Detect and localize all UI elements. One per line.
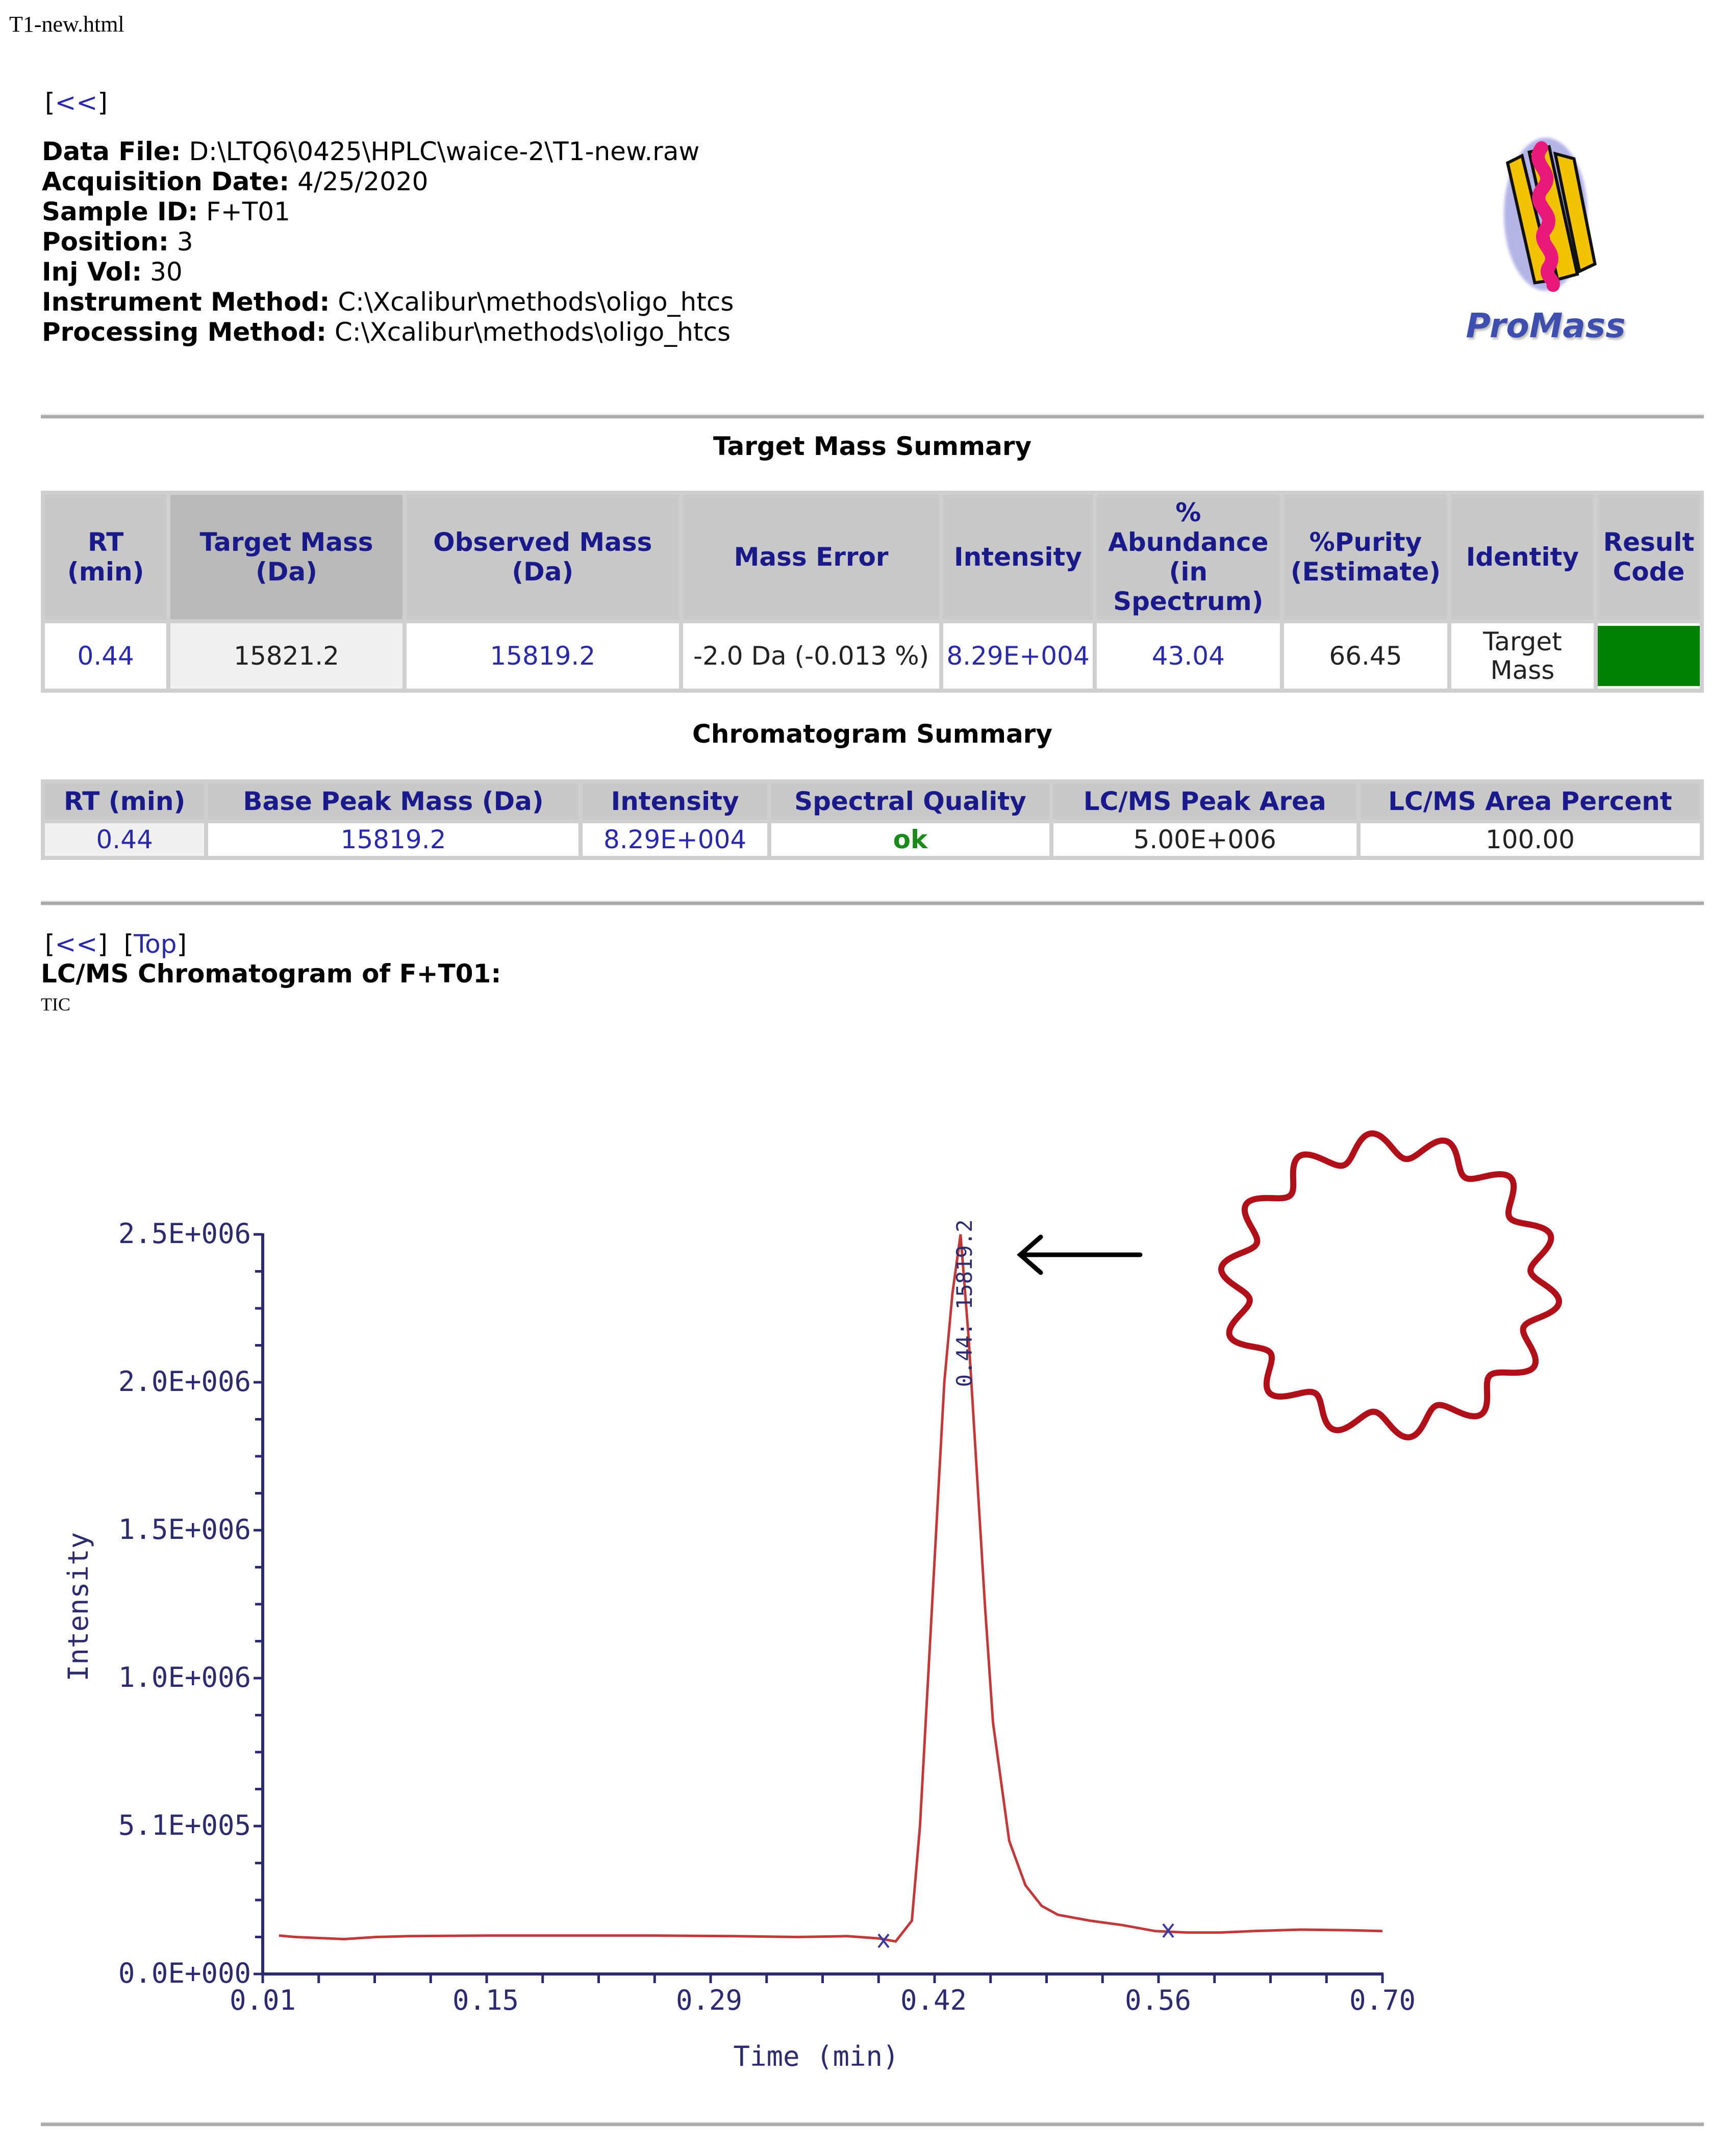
chromatogram-chart	[0, 1020, 1736, 2112]
col-observed-mass: Observed Mass (Da)	[407, 495, 679, 619]
promass-logo	[1454, 128, 1638, 352]
cell-peak-area: 5.00E+006	[1053, 823, 1356, 856]
col-rt: RT (min)	[45, 495, 166, 619]
promass-logo-text: ProMass	[1466, 306, 1626, 345]
chromatogram-summary-title: Chromatogram Summary	[692, 719, 1052, 749]
chart-axes	[261, 1233, 1383, 1974]
col-result-code: Result Code	[1598, 495, 1700, 619]
target-mass-summary-table	[41, 491, 1704, 693]
bracket-open: [	[123, 929, 134, 959]
col-intensity: Intensity	[583, 783, 768, 819]
meta-value: C:\Xcalibur\methods\oligo_htcs	[338, 287, 734, 317]
meta-data-file	[42, 137, 734, 167]
cell-rt: 0.44	[45, 823, 204, 856]
table-header-row	[45, 783, 1700, 819]
peak-annotation: 0.44: 15819.2	[952, 1219, 977, 1387]
y-tick-label: 2.0E+006	[118, 1365, 251, 1398]
y-tick-label: 5.1E+005	[118, 1809, 251, 1841]
y-axis-ticks	[254, 1234, 263, 1974]
x-tick-label: 0.42	[900, 1984, 967, 2016]
cell-spectral-quality: ok	[771, 823, 1049, 856]
x-tick-label: 0.56	[1124, 1984, 1192, 2016]
meta-label: Instrument Method:	[42, 287, 330, 317]
cell-abundance: 43.04	[1097, 623, 1280, 689]
y-tick-label: 2.5E+006	[118, 1218, 251, 1250]
col-mass-error: Mass Error	[683, 495, 940, 619]
cell-target-mass: 15821.2	[170, 623, 402, 689]
col-target-mass: Target Mass (Da)	[170, 495, 402, 619]
col-rt: RT (min)	[45, 783, 204, 819]
y-tick-label: 0.0E+000	[118, 1957, 251, 1989]
meta-value: 3	[177, 227, 193, 257]
meta-instrument-method	[42, 287, 734, 317]
chromatogram-summary-table	[41, 779, 1704, 860]
x-axis-ticks	[263, 1974, 1382, 1983]
cell-area-percent: 100.00	[1361, 823, 1700, 856]
col-spectral-quality: Spectral Quality	[771, 783, 1049, 819]
cell-identity: Target Mass	[1451, 623, 1594, 689]
bracket-open: [	[45, 929, 55, 959]
table-row	[45, 823, 1700, 856]
meta-processing-method	[42, 317, 734, 347]
x-tick-label: 0.01	[229, 1984, 296, 2016]
col-identity: Identity	[1451, 495, 1594, 619]
sample-metadata	[42, 137, 734, 347]
page-title: T1-new.html	[9, 12, 124, 37]
tic-trace-line	[279, 1234, 1382, 1941]
cell-base-peak-mass: 15819.2	[208, 823, 578, 856]
col-base-peak-mass: Base Peak Mass (Da)	[208, 783, 578, 819]
meta-label: Acquisition Date:	[42, 167, 290, 196]
meta-label: Position:	[42, 227, 169, 257]
bracket-close: ]	[97, 88, 108, 117]
x-tick-label: 0.29	[675, 1984, 743, 2016]
col-peak-area: LC/MS Peak Area	[1053, 783, 1356, 819]
meta-value: D:\LTQ6\0425\HPLC\waice-2\T1-new.raw	[189, 137, 700, 166]
y-axis-labels	[118, 1218, 251, 1989]
cell-rt: 0.44	[45, 623, 166, 689]
bracket-close: ]	[97, 929, 108, 959]
divider	[41, 2122, 1704, 2127]
meta-label: Inj Vol:	[42, 257, 142, 287]
cell-observed-mass: 15819.2	[407, 623, 679, 689]
result-code-swatch	[1598, 626, 1700, 686]
top-link[interactable]: Top	[134, 929, 177, 959]
meta-label: Data File:	[42, 137, 181, 166]
meta-sample-id	[42, 197, 734, 227]
bracket-close: ]	[177, 929, 187, 959]
meta-position	[42, 227, 734, 257]
x-axis-labels	[230, 1984, 1416, 2016]
meta-inj-vol	[42, 257, 734, 287]
bracket-open: [	[45, 88, 55, 117]
x-tick-label: 0.70	[1349, 1984, 1416, 2016]
table-row	[45, 623, 1700, 689]
divider	[41, 414, 1704, 419]
cell-intensity: 8.29E+004	[943, 623, 1092, 689]
left-arrow-icon	[1020, 1237, 1140, 1273]
meta-label: Processing Method:	[42, 317, 326, 347]
y-tick-label: 1.5E+006	[118, 1513, 251, 1546]
table-header-row	[45, 495, 1700, 619]
protein-structure-icon	[1454, 128, 1638, 301]
col-purity: %Purity (Estimate)	[1284, 495, 1447, 619]
y-axis-title: Intensity	[62, 1532, 94, 1682]
cell-result-code	[1598, 623, 1700, 689]
meta-value: 30	[150, 257, 183, 287]
col-intensity: Intensity	[943, 495, 1092, 619]
cell-intensity: 8.29E+004	[583, 823, 768, 856]
meta-label: Sample ID:	[42, 197, 198, 226]
chart-nav-links	[45, 929, 187, 959]
back-link[interactable]: <<	[55, 88, 98, 117]
divider	[41, 901, 1704, 906]
back-link[interactable]: <<	[55, 929, 98, 959]
cell-purity: 66.45	[1284, 623, 1447, 689]
col-area-percent: LC/MS Area Percent	[1361, 783, 1700, 819]
chromatogram-title: LC/MS Chromatogram of F+T01:	[41, 959, 501, 989]
meta-acquisition-date	[42, 167, 734, 197]
y-tick-label: 1.0E+006	[118, 1661, 251, 1693]
cell-mass-error: -2.0 Da (-0.013 %)	[683, 623, 940, 689]
col-abundance: % Abundance (in Spectrum)	[1097, 495, 1280, 619]
target-mass-summary-title: Target Mass Summary	[713, 432, 1032, 461]
meta-value: 4/25/2020	[297, 167, 429, 196]
cyclic-peptide-ring-icon	[1221, 1133, 1559, 1437]
x-tick-label: 0.15	[452, 1984, 519, 2016]
meta-value: F+T01	[206, 197, 290, 226]
back-link-container	[45, 88, 108, 117]
meta-value: C:\Xcalibur\methods\oligo_htcs	[334, 317, 731, 347]
trace-label: TIC	[41, 994, 70, 1015]
x-axis-title: Time (min)	[733, 2040, 899, 2072]
